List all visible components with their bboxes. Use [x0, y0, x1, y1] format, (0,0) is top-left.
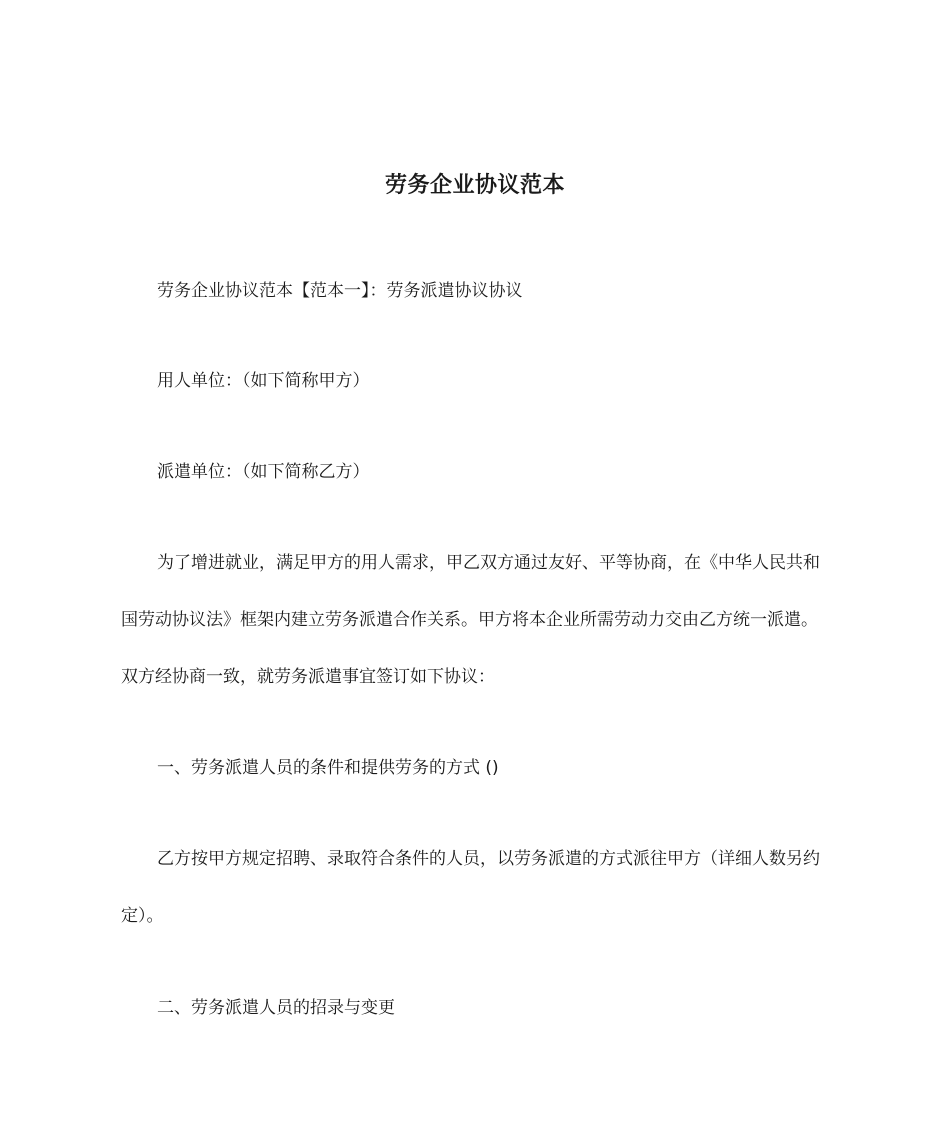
- paragraph-template-heading: 劳务企业协议范本【范本一】：劳务派遣协议协议: [157, 281, 523, 301]
- paragraph-employer: 用人单位：（如下简称甲方）: [157, 371, 370, 391]
- document-title: 劳务企业协议范本: [384, 173, 565, 198]
- paragraph-section-1-body: 乙方按甲方规定招聘、录取符合条件的人员，以劳务派遣的方式派往甲方（详细人数另约定）。: [121, 849, 820, 926]
- section-heading-2: 二、劳务派遣人员的招录与变更: [157, 998, 395, 1018]
- paragraph-preamble: 为了增进就业，满足甲方的用人需求，甲乙双方通过友好、平等协商，在《中华人民共和国劳动协议法》框架内建立劳务派遣合作关系。甲方将本企业所需劳动力交由乙方统一派遣。双方经协商一致，就劳务派遣事宜签订如下协议：: [121, 553, 820, 687]
- paragraph-dispatcher: 派遣单位：（如下简称乙方）: [157, 462, 370, 482]
- section-heading-1: 一、劳务派遣人员的条件和提供劳务的方式 (): [157, 758, 499, 778]
